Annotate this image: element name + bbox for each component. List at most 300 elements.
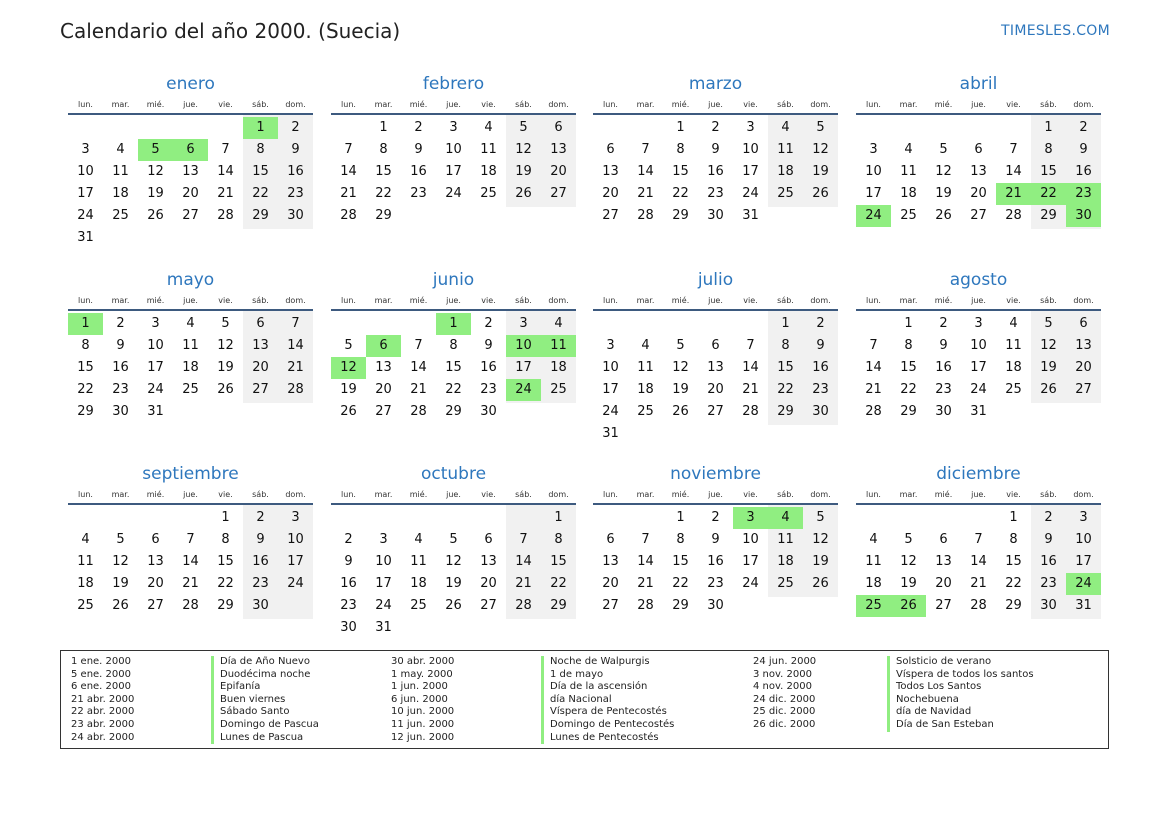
day-cell: 30 xyxy=(480,404,497,419)
day-cell: 6 xyxy=(484,532,493,547)
day-cell: 10 xyxy=(742,142,759,157)
day-cell: 7 xyxy=(186,532,195,547)
legend-holiday-name: día Nacional xyxy=(541,694,612,707)
day-cell: 8 xyxy=(781,338,790,353)
day-cell: 10 xyxy=(1075,532,1092,547)
day-cell: 2 xyxy=(484,316,493,331)
day-cell: 29 xyxy=(252,208,269,223)
day-cell: 1 xyxy=(68,313,103,335)
day-cell: 2 xyxy=(939,316,948,331)
day-cell: 7 xyxy=(746,338,755,353)
day-cell: 30 xyxy=(287,208,304,223)
day-cell: 14 xyxy=(637,164,654,179)
day-cell: 14 xyxy=(340,164,357,179)
day-cell: 18 xyxy=(182,360,199,375)
day-cell: 9 xyxy=(1079,142,1088,157)
day-cell: 21 xyxy=(182,576,199,591)
day-cell: 31 xyxy=(970,404,987,419)
day-cell: 14 xyxy=(217,164,234,179)
day-cell: 22 xyxy=(445,382,462,397)
day-cell: 11 xyxy=(1005,338,1022,353)
day-cell: 21 xyxy=(996,183,1031,205)
day-cell: 3 xyxy=(746,120,755,135)
day-cell: 28 xyxy=(742,404,759,419)
day-cell: 10 xyxy=(445,142,462,157)
legend-holiday-name: 1 de mayo xyxy=(541,669,603,682)
day-cell: 16 xyxy=(340,576,357,591)
legend-holiday-name: Víspera de todos los santos xyxy=(887,669,1034,682)
day-cell: 28 xyxy=(970,598,987,613)
day-cell: 27 xyxy=(707,404,724,419)
page-title: Calendario del año 2000. (Suecia) xyxy=(60,19,401,43)
day-cell: 1 xyxy=(781,316,790,331)
legend-date: 24 dic. 2000 xyxy=(753,693,816,705)
day-cell: 28 xyxy=(637,598,654,613)
day-cell: 27 xyxy=(1075,382,1092,397)
day-cell: 1 xyxy=(221,510,230,525)
month-name: enero xyxy=(166,74,215,94)
weekday-label: mié. xyxy=(146,100,165,109)
day-cell: 18 xyxy=(550,360,567,375)
day-cell: 11 xyxy=(900,164,917,179)
day-cell: 23 xyxy=(1040,576,1057,591)
weekday-label: mié. xyxy=(671,100,690,109)
weekday-label: sáb. xyxy=(515,100,532,109)
legend-date: 23 abr. 2000 xyxy=(71,719,135,730)
day-cell: 13 xyxy=(480,554,497,569)
month-name: junio xyxy=(432,270,475,290)
day-cell: 19 xyxy=(672,382,689,397)
legend-date: 30 abr. 2000 xyxy=(391,656,455,667)
day-cell: 18 xyxy=(637,382,654,397)
day-cell: 5 xyxy=(449,532,458,547)
legend-date: 6 ene. 2000 xyxy=(71,681,131,693)
weekday-label: lun. xyxy=(341,490,356,499)
day-cell: 8 xyxy=(256,142,265,157)
weekday-label: vie. xyxy=(1006,100,1021,109)
day-cell: 26 xyxy=(445,598,462,613)
weekday-label: mié. xyxy=(934,490,953,499)
day-cell: 14 xyxy=(410,360,427,375)
day-cell: 20 xyxy=(182,186,199,201)
day-cell: 7 xyxy=(869,338,878,353)
day-cell: 19 xyxy=(445,576,462,591)
day-cell: 29 xyxy=(777,404,794,419)
day-cell: 10 xyxy=(375,554,392,569)
day-cell: 6 xyxy=(173,139,208,161)
day-cell: 3 xyxy=(449,120,458,135)
day-cell: 25 xyxy=(637,404,654,419)
day-cell: 8 xyxy=(676,532,685,547)
day-cell: 13 xyxy=(375,360,392,375)
day-cell: 1 xyxy=(554,510,563,525)
weekday-label: lun. xyxy=(78,296,93,305)
weekday-label: sáb. xyxy=(1040,296,1057,305)
day-cell: 25 xyxy=(480,186,497,201)
day-cell: 18 xyxy=(900,186,917,201)
day-cell: 23 xyxy=(252,576,269,591)
day-cell: 13 xyxy=(970,164,987,179)
day-cell: 19 xyxy=(217,360,234,375)
day-cell: 30 xyxy=(707,208,724,223)
day-cell: 9 xyxy=(291,142,300,157)
legend-date: 11 jun. 2000 xyxy=(391,719,455,730)
day-cell: 3 xyxy=(974,316,983,331)
weekday-label: sáb. xyxy=(515,296,532,305)
weekday-label: lun. xyxy=(603,490,618,499)
day-cell: 26 xyxy=(891,595,926,617)
day-cell: 12 xyxy=(331,357,366,379)
day-cell: 31 xyxy=(77,230,94,245)
day-cell: 15 xyxy=(445,360,462,375)
day-cell: 10 xyxy=(970,338,987,353)
day-cell: 24 xyxy=(970,382,987,397)
day-cell: 30 xyxy=(112,404,129,419)
legend-date: 6 jun. 2000 xyxy=(391,693,448,705)
weekday-label: jue. xyxy=(446,490,461,499)
legend-holiday-name: Duodécima noche xyxy=(211,669,310,682)
weekday-label: vie. xyxy=(743,296,758,305)
day-cell: 19 xyxy=(1040,360,1057,375)
day-cell: 20 xyxy=(550,164,567,179)
day-cell: 15 xyxy=(900,360,917,375)
day-cell: 20 xyxy=(147,576,164,591)
day-cell: 13 xyxy=(707,360,724,375)
day-cell: 3 xyxy=(519,316,528,331)
day-cell: 20 xyxy=(1075,360,1092,375)
day-cell: 22 xyxy=(1005,576,1022,591)
day-cell: 15 xyxy=(672,164,689,179)
day-cell: 15 xyxy=(217,554,234,569)
legend-date: 12 jun. 2000 xyxy=(391,731,455,743)
day-cell: 26 xyxy=(217,382,234,397)
day-cell: 17 xyxy=(742,554,759,569)
day-cell: 24 xyxy=(856,205,891,227)
day-cell: 4 xyxy=(768,507,803,529)
day-cell: 10 xyxy=(287,532,304,547)
day-cell: 3 xyxy=(291,510,300,525)
legend-holiday-name: Lunes de Pascua xyxy=(211,732,303,745)
day-cell: 2 xyxy=(711,510,720,525)
day-cell: 23 xyxy=(410,186,427,201)
weekday-label: lun. xyxy=(78,100,93,109)
weekday-label: sáb. xyxy=(1040,100,1057,109)
day-cell: 7 xyxy=(1009,142,1018,157)
day-cell: 21 xyxy=(742,382,759,397)
day-cell: 15 xyxy=(252,164,269,179)
day-cell: 17 xyxy=(445,164,462,179)
month-name: agosto xyxy=(949,270,1008,290)
day-cell: 26 xyxy=(147,208,164,223)
weekday-label: vie. xyxy=(218,490,233,499)
day-cell: 16 xyxy=(707,164,724,179)
day-cell: 5 xyxy=(519,120,528,135)
day-cell: 24 xyxy=(77,208,94,223)
weekday-label: jue. xyxy=(971,296,986,305)
day-cell: 22 xyxy=(217,576,234,591)
day-cell: 29 xyxy=(672,208,689,223)
day-cell: 30 xyxy=(812,404,829,419)
day-cell: 21 xyxy=(410,382,427,397)
weekday-label: vie. xyxy=(481,296,496,305)
day-cell: 18 xyxy=(1005,360,1022,375)
month-name: noviembre xyxy=(670,464,761,484)
day-cell: 24 xyxy=(506,379,541,401)
day-cell: 12 xyxy=(812,532,829,547)
day-cell: 6 xyxy=(151,532,160,547)
day-cell: 2 xyxy=(711,120,720,135)
legend-date: 3 nov. 2000 xyxy=(753,668,812,680)
weekday-label: mar. xyxy=(111,100,130,109)
day-cell: 16 xyxy=(707,554,724,569)
day-cell: 10 xyxy=(602,360,619,375)
day-cell: 20 xyxy=(602,186,619,201)
day-cell: 15 xyxy=(1005,554,1022,569)
day-cell: 16 xyxy=(112,360,129,375)
weekday-label: sáb. xyxy=(1040,490,1057,499)
month-name: febrero xyxy=(422,74,485,94)
day-cell: 25 xyxy=(550,382,567,397)
day-cell: 4 xyxy=(641,338,650,353)
day-cell: 7 xyxy=(974,532,983,547)
weekday-label: mar. xyxy=(636,296,655,305)
day-cell: 19 xyxy=(812,164,829,179)
day-cell: 19 xyxy=(112,576,129,591)
day-cell: 17 xyxy=(865,186,882,201)
day-cell: 19 xyxy=(515,164,532,179)
legend-holiday-name: Buen viernes xyxy=(211,694,285,707)
day-cell: 16 xyxy=(252,554,269,569)
day-cell: 17 xyxy=(742,164,759,179)
day-cell: 4 xyxy=(904,142,913,157)
legend-date: 25 dic. 2000 xyxy=(753,706,816,718)
legend-date: 5 ene. 2000 xyxy=(71,668,131,680)
day-cell: 1 xyxy=(676,510,685,525)
day-cell: 7 xyxy=(221,142,230,157)
legend-holiday-name: Lunes de Pentecostés xyxy=(541,732,659,745)
day-cell: 14 xyxy=(637,554,654,569)
day-cell: 30 xyxy=(935,404,952,419)
day-cell: 29 xyxy=(1005,598,1022,613)
month-name: octubre xyxy=(420,464,487,484)
day-cell: 12 xyxy=(812,142,829,157)
day-cell: 14 xyxy=(287,338,304,353)
day-cell: 29 xyxy=(375,208,392,223)
legend-date: 21 abr. 2000 xyxy=(71,693,135,705)
day-cell: 11 xyxy=(182,338,199,353)
weekday-label: lun. xyxy=(866,490,881,499)
day-cell: 29 xyxy=(217,598,234,613)
day-cell: 3 xyxy=(869,142,878,157)
site-logo-link[interactable]: TIMESLES.COM xyxy=(1001,23,1110,39)
weekday-label: lun. xyxy=(341,296,356,305)
weekday-label: lun. xyxy=(603,100,618,109)
day-cell: 31 xyxy=(602,426,619,441)
legend-holiday-name: Sábado Santo xyxy=(211,706,289,719)
day-cell: 5 xyxy=(1044,316,1053,331)
weekday-label: dom. xyxy=(810,100,831,109)
day-cell: 4 xyxy=(81,532,90,547)
day-cell: 25 xyxy=(112,208,129,223)
weekday-label: sáb. xyxy=(777,100,794,109)
day-cell: 25 xyxy=(410,598,427,613)
day-cell: 11 xyxy=(865,554,882,569)
day-cell: 27 xyxy=(550,186,567,201)
weekday-label: sáb. xyxy=(252,490,269,499)
day-cell: 2 xyxy=(1044,510,1053,525)
day-cell: 5 xyxy=(676,338,685,353)
day-cell: 5 xyxy=(116,532,125,547)
weekday-label: mar. xyxy=(899,100,918,109)
day-cell: 8 xyxy=(904,338,913,353)
day-cell: 15 xyxy=(550,554,567,569)
day-cell: 18 xyxy=(777,554,794,569)
day-cell: 24 xyxy=(742,576,759,591)
weekday-label: sáb. xyxy=(777,296,794,305)
weekday-label: mar. xyxy=(374,296,393,305)
weekday-label: sáb. xyxy=(252,100,269,109)
weekday-label: mar. xyxy=(111,490,130,499)
weekday-label: sáb. xyxy=(777,490,794,499)
day-cell: 28 xyxy=(410,404,427,419)
weekday-label: mié. xyxy=(934,100,953,109)
month-name: diciembre xyxy=(936,464,1021,484)
day-cell: 8 xyxy=(379,142,388,157)
day-cell: 30 xyxy=(340,620,357,635)
day-cell: 7 xyxy=(291,316,300,331)
day-cell: 24 xyxy=(375,598,392,613)
day-cell: 8 xyxy=(449,338,458,353)
legend-holiday-name: Todos Los Santos xyxy=(887,681,981,694)
day-cell: 31 xyxy=(375,620,392,635)
day-cell: 9 xyxy=(1044,532,1053,547)
day-cell: 16 xyxy=(1040,554,1057,569)
day-cell: 12 xyxy=(1040,338,1057,353)
day-cell: 25 xyxy=(77,598,94,613)
day-cell: 25 xyxy=(856,595,891,617)
day-cell: 18 xyxy=(865,576,882,591)
day-cell: 9 xyxy=(711,142,720,157)
day-cell: 17 xyxy=(602,382,619,397)
day-cell: 31 xyxy=(147,404,164,419)
weekday-label: vie. xyxy=(743,100,758,109)
weekday-label: dom. xyxy=(285,296,306,305)
day-cell: 8 xyxy=(81,338,90,353)
day-cell: 31 xyxy=(1075,598,1092,613)
day-cell: 20 xyxy=(252,360,269,375)
day-cell: 22 xyxy=(777,382,794,397)
day-cell: 2 xyxy=(256,510,265,525)
month-name: abril xyxy=(959,74,998,94)
day-cell: 5 xyxy=(904,532,913,547)
day-cell: 18 xyxy=(777,164,794,179)
day-cell: 21 xyxy=(340,186,357,201)
day-cell: 16 xyxy=(935,360,952,375)
weekday-label: jue. xyxy=(708,490,723,499)
day-cell: 11 xyxy=(777,532,794,547)
day-cell: 23 xyxy=(935,382,952,397)
weekday-label: jue. xyxy=(446,296,461,305)
day-cell: 11 xyxy=(112,164,129,179)
day-cell: 17 xyxy=(515,360,532,375)
day-cell: 22 xyxy=(900,382,917,397)
weekday-label: dom. xyxy=(1073,100,1094,109)
day-cell: 19 xyxy=(812,554,829,569)
day-cell: 17 xyxy=(970,360,987,375)
day-cell: 26 xyxy=(672,404,689,419)
legend-date: 24 abr. 2000 xyxy=(71,731,135,743)
day-cell: 22 xyxy=(375,186,392,201)
day-cell: 26 xyxy=(340,404,357,419)
day-cell: 3 xyxy=(1079,510,1088,525)
day-cell: 28 xyxy=(865,404,882,419)
day-cell: 13 xyxy=(182,164,199,179)
weekday-label: vie. xyxy=(481,100,496,109)
day-cell: 7 xyxy=(641,532,650,547)
weekday-label: mar. xyxy=(374,100,393,109)
day-cell: 13 xyxy=(602,554,619,569)
day-cell: 7 xyxy=(344,142,353,157)
day-cell: 21 xyxy=(970,576,987,591)
day-cell: 2 xyxy=(816,316,825,331)
day-cell: 6 xyxy=(366,335,401,357)
day-cell: 7 xyxy=(414,338,423,353)
day-cell: 28 xyxy=(182,598,199,613)
day-cell: 8 xyxy=(221,532,230,547)
day-cell: 17 xyxy=(1075,554,1092,569)
day-cell: 10 xyxy=(506,335,541,357)
day-cell: 23 xyxy=(707,186,724,201)
day-cell: 16 xyxy=(410,164,427,179)
day-cell: 19 xyxy=(935,186,952,201)
day-cell: 30 xyxy=(252,598,269,613)
legend-date: 1 ene. 2000 xyxy=(71,656,131,667)
month-name: mayo xyxy=(166,270,215,290)
day-cell: 18 xyxy=(77,576,94,591)
day-cell: 12 xyxy=(935,164,952,179)
day-cell: 5 xyxy=(939,142,948,157)
day-cell: 13 xyxy=(147,554,164,569)
weekday-label: mié. xyxy=(146,296,165,305)
holiday-legend xyxy=(60,650,1109,749)
day-cell: 26 xyxy=(812,576,829,591)
day-cell: 4 xyxy=(186,316,195,331)
day-cell: 12 xyxy=(900,554,917,569)
day-cell: 7 xyxy=(519,532,528,547)
legend-holiday-name: Día de Año Nuevo xyxy=(211,656,310,669)
day-cell: 29 xyxy=(77,404,94,419)
day-cell: 11 xyxy=(637,360,654,375)
weekday-label: dom. xyxy=(810,296,831,305)
day-cell: 8 xyxy=(1044,142,1053,157)
day-cell: 16 xyxy=(812,360,829,375)
weekday-label: lun. xyxy=(603,296,618,305)
day-cell: 23 xyxy=(340,598,357,613)
weekday-label: mar. xyxy=(636,100,655,109)
weekday-label: jue. xyxy=(971,490,986,499)
day-cell: 11 xyxy=(77,554,94,569)
day-cell: 17 xyxy=(375,576,392,591)
day-cell: 8 xyxy=(1009,532,1018,547)
day-cell: 27 xyxy=(375,404,392,419)
day-cell: 21 xyxy=(637,186,654,201)
weekday-label: dom. xyxy=(285,100,306,109)
weekday-label: mar. xyxy=(111,296,130,305)
weekday-label: jue. xyxy=(971,100,986,109)
day-cell: 23 xyxy=(1066,183,1101,205)
weekday-label: mié. xyxy=(671,296,690,305)
day-cell: 10 xyxy=(742,532,759,547)
